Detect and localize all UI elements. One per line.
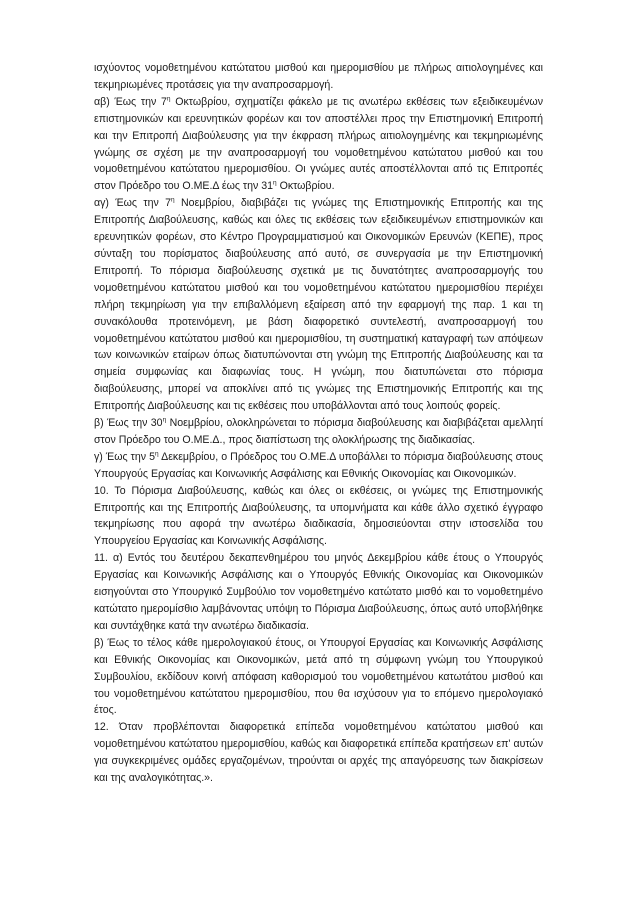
text-run: αγ) Έως την 7: [94, 197, 172, 210]
text-run: Νοεμβρίου, διαβιβάζει τις γνώμες της Επιστημονικής Επιτροπής και της Επιτροπής Διαβούλευσης, καθώς και όλες τις εκθέσεις των εξειδικευμένων επιστημονικών και ερευνητικών φορέων, στο Κέντρο Προγραμματισμού και Οικονομικών Ερευνών (ΚΕΠΕ), προς σύνταξη του πορίσματος διαβούλευσης από αυτό, σε συνεργασία με την Επιστημονική Επιτροπή. Το πόρισμα διαβούλευσης σχετικά με τις δυνατότητες αναπροσαρμογής του νομοθετημένου κατώτατου μισθού και του νομοθετημένου κατώτατου ημερομισθίου περιέχει πλήρη τεκμηρίωση για την επιβαλλόμενη εξαίρεση από την εφαρμογή της παρ. 1 και τη συνακόλουθα προτεινόμενη, με βάση διαφορετικό συντελεστή, αναπροσαρμογή του νομοθετημένου κατώτατου μισθού και ημερομισθίου, τη συστηματική καταγραφή των απόψεων των κοινωνικών εταίρων όπως διατυπώνονται στη γνώμη της Επιτροπής Διαβούλευσης και τα σημεία συμφωνίας και διαφωνίας τους. Η γνώμη, που διατυπώνεται στο πόρισμα διαβούλευσης, μπορεί να αποκλίνει από τις γνώμες της Επιστημονικής Επιτροπής και της Επιτροπής Διαβούλευσης και τις εκθέσεις που υποβάλλονται από τους λοιπούς φορείς.: [94, 197, 544, 413]
text-run: Δεκεμβρίου, ο Πρόεδρος του Ο.ΜΕ.Δ υποβάλλει το πόρισμα διαβούλευσης στους Υπουργούς Εργασίας και Κοινωνικής Ασφάλισης και Εθνικής Οικονομίας και Οικονομικών.: [94, 450, 543, 480]
text-run: 10. Το Πόρισμα Διαβούλευσης, καθώς και όλες οι εκθέσεις, οι γνώμες της Επιστημονικής Επιτροπής και της Επιτροπής Διαβούλευσης, τα υπομνήματα και κάθε άλλο σχετικό έγγραφο τεκμηρίωσης που αφορά την ανωτέρω διαδικασία, δημοσιεύονται στην ιστοσελίδα του Υπουργείου Εργασίας και Κοινωνικής Ασφάλισης.: [94, 484, 543, 548]
document-page: [94, 60, 543, 787]
paragraph-11a: [94, 550, 543, 635]
paragraph-10: [94, 483, 543, 551]
paragraph-11b: [94, 635, 543, 720]
text-run: 12. Όταν προβλέπονται διαφορετικά επίπεδα νομοθετημένου κατώτατου μισθού και νομοθετημένου κατώτατου ημερομισθίου, καθώς και διαφορετικά επίπεδα κρατήσεων επ' αυτών για συγκεκριμένες ομάδες εργαζομένων, τηρούνται οι αρχές της απαγόρευσης των διακρίσεων και της αναλογικότητας.».: [94, 721, 543, 785]
superscript: η: [162, 416, 167, 424]
superscript: η: [155, 450, 159, 458]
text-run: Οκτωβρίου, σχηματίζει φάκελο με τις ανωτέρω εκθέσεις των εξειδικευμένων επιστημονικών και ερευνητικών φορέων και τον αποστέλλει προς την Επιστημονική Επιτροπή και την Επιτροπή Διαβούλευσης για την έκφραση πλήρως αιτιολογημένης και τεκμηριωμένης γνώμης σε σχέση με την αναπροσαρμογή του νομοθετημένου κατώτατου μισθού και του νομοθετημένου κατώτατου ημερομισθίου. Οι γνώμες αυτές αποστέλλονται από τις Επιτροπές στον Πρόεδρο του Ο.ΜΕ.Δ έως την 31: [94, 95, 543, 193]
text-run: β) Έως το τέλος κάθε ημερολογιακού έτους, οι Υπουργοί Εργασίας και Κοινωνικής Ασφάλισης και Εθνικής Οικονομίας και Οικονομικών, μετά από τη σύμφωνη γνώμη του Υπουργικού Συμβουλίου, εκδίδουν κοινή απόφαση καθορισμού του νομοθετημένου κατωτάτου μισθού και του νομοθετημένου κατώτατου ημερομισθίου, που θα ισχύσουν για το επόμενο ημερολογιακό έτος.: [94, 636, 543, 717]
superscript: η: [166, 95, 171, 103]
paragraph-12: [94, 719, 543, 787]
text-run: αβ) Έως την 7: [94, 95, 167, 108]
text-run: ισχύοντος νομοθετημένου κατώτατου μισθού και ημερομισθίου με πλήρως αιτιολογημένες και τεκμηριωμένες προτάσεις για την αναπροσαρμογή.: [94, 62, 543, 91]
paragraph-g: [94, 449, 543, 483]
superscript: η: [171, 196, 175, 204]
text-run: 11. α) Εντός του δευτέρου δεκαπενθημέρου του μηνός Δεκεμβρίου κάθε έτους ο Υπουργός Εργασίας και Κοινωνικής Ασφάλισης και ο Υπουργός Εθνικής Οικονομίας και Οικονομικών εισηγούνται στο Υπουργικό Συμβούλιο τον νομοθετημένο κατώτατο μισθό και το νομοθετημένο κατώτατο ημερομίσθιο λαμβάνοντας υπόψη το Πόρισμα Διαβούλευσης, όπως αυτό υποβλήθηκε και συντάχθηκε κατά την ανωτέρω διαδικασία.: [94, 552, 543, 632]
paragraph-continuation: [94, 60, 543, 94]
paragraph-ab: [94, 94, 543, 195]
text-run: Οκτωβρίου.: [276, 180, 335, 193]
paragraph-b: [94, 415, 543, 449]
text-run: γ) Έως την 5: [94, 450, 155, 463]
text-run: Νοεμβρίου, ολοκληρώνεται το πόρισμα διαβούλευσης και διαβιβάζεται αμελλητί στον Πρόεδρο του Ο.ΜΕ.Δ., προς διαπίστωση της ολοκλήρωσης της διαδικασίας.: [94, 417, 543, 446]
text-run: β) Έως την 30: [94, 417, 163, 430]
paragraph-ag: [94, 195, 543, 415]
superscript: η: [273, 179, 277, 187]
